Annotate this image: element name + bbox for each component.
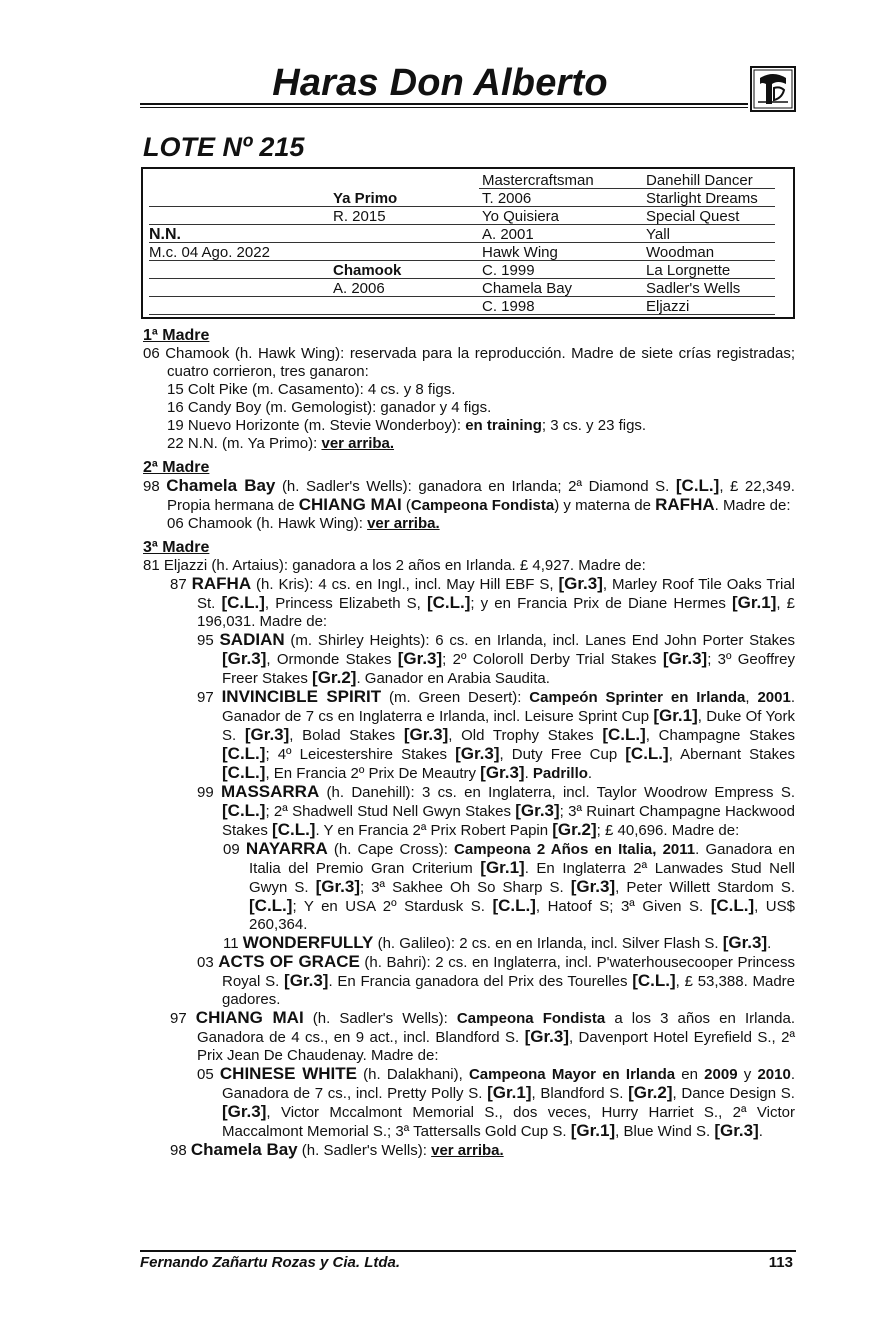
offspring-line: 22 N.N. (m. Ya Primo): ver arriba. bbox=[167, 435, 395, 452]
ped-gen3: Mastercraftsman bbox=[482, 172, 594, 189]
ped-sire-info: R. 2015 bbox=[333, 208, 386, 225]
ped-gen3: Hawk Wing bbox=[482, 244, 558, 261]
third-dam-entry: 81 Eljazzi (h. Artaius): ganadora a los 2 años en Irlanda. £ 4,927. Madre de: bbox=[143, 557, 646, 574]
ped-gen4: La Lorgnette bbox=[646, 262, 731, 279]
page-number: 113 bbox=[768, 1254, 793, 1271]
second-dam-entry: 98 Chamela Bay (h. Sadler's Wells): ganadora en Irlanda; 2ª Diamond S. [C.L.], £ 22,349. Propia hermana de CHIANG MAI (Campeona Fondista) y materna de RAFHA. Madre de: bbox=[143, 476, 795, 514]
ver-arriba-link: ver arriba. bbox=[367, 515, 440, 532]
ped-gen3: A. 2001 bbox=[482, 226, 534, 243]
wonderfully-entry: 11 WONDERFULLY (h. Galileo): 2 cs. en en Irlanda, incl. Silver Flash S. [Gr.3]. bbox=[223, 933, 772, 952]
rafha-entry: 87 RAFHA (h. Kris): 4 cs. en Ingl., incl. May Hill EBF S, [Gr.3], Marley Roof Tile Oaks Trial St. [C.L.], Princess Elizabeth S, [C.L.]; y en Francia Prix de Diane Hermes [Gr.1], £ 196,031. Madre de: bbox=[170, 574, 795, 630]
ped-gen4: Danehill Dancer bbox=[646, 172, 753, 189]
offspring-line: 06 Chamook (h. Hawk Wing): ver arriba. bbox=[167, 515, 440, 532]
first-dam-heading: 1ª Madre bbox=[143, 327, 210, 344]
chiang-mai-entry: 97 CHIANG MAI (h. Sadler's Wells): Campeona Fondista a los 3 años en Irlanda. Ganadora de 4 cs., en 9 act., incl. Blandford S. [Gr.3], Davenport Hotel Eyrefield S., 2ª Prix Jean De Chaudenay. Madre de: bbox=[170, 1008, 795, 1064]
third-dam-heading: 3ª Madre bbox=[143, 539, 210, 556]
massarra-entry: 99 MASSARRA (h. Danehill): 3 cs. en Inglaterra, incl. Taylor Woodrow Empress S. [C.L.]; 2ª Shadwell Stud Nell Gwyn Stakes [Gr.3]; 3ª Ruinart Champagne Hackwood Stakes [C.L.]. Y en Francia 2ª Prix Robert Papin [Gr.2]; £ 40,696. Madre de: bbox=[197, 782, 796, 839]
ped-gen4: Starlight Dreams bbox=[646, 190, 758, 207]
offspring-line: 16 Candy Boy (m. Gemologist): ganador y 4 figs. bbox=[167, 399, 492, 416]
ped-gen4: Woodman bbox=[646, 244, 715, 261]
chamela-bay-entry: 98 Chamela Bay (h. Sadler's Wells): ver arriba. bbox=[170, 1140, 504, 1159]
ped-gen3: C. 1998 bbox=[482, 298, 535, 315]
offspring-line: 19 Nuevo Horizonte (m. Stevie Wonderboy): en training; 3 cs. y 23 figs. bbox=[167, 417, 647, 434]
first-dam-entry: 06 Chamook (h. Hawk Wing): reservada para la reproducción. Madre de siete crías registradas; cuatro corrieron, tres ganaron: bbox=[143, 345, 795, 380]
footer-rule bbox=[140, 1250, 796, 1252]
lot-title: LOTE Nº 215 bbox=[143, 132, 305, 162]
ped-sire: Ya Primo bbox=[333, 190, 398, 207]
ped-foal-name: N.N. bbox=[149, 226, 181, 243]
ped-gen4: Yall bbox=[646, 226, 670, 243]
ver-arriba-link: ver arriba. bbox=[431, 1142, 504, 1159]
ped-gen3: Chamela Bay bbox=[482, 280, 573, 297]
ped-gen3: Yo Quisiera bbox=[482, 208, 559, 225]
page-title: Haras Don Alberto bbox=[272, 62, 608, 104]
header-rule-thin bbox=[140, 107, 748, 108]
ped-gen4: Eljazzi bbox=[646, 298, 690, 315]
haras-logo-icon bbox=[750, 66, 796, 112]
ped-dam: Chamook bbox=[333, 262, 402, 279]
nayarra-entry: 09 NAYARRA (h. Cape Cross): Campeona 2 Años en Italia, 2011. Ganadora en Italia del Premio Gran Criterium [Gr.1]. En Inglaterra 2ª Lanwades Stud Nell Gwyn S. [Gr.3]; 3ª Sakhee Oh So Sharp S. [Gr.3], Peter Willett Stardom S. [C.L.]; Y en USA 2º Stardusk S. [C.L.], Hatoof S; 3ª Given S. [C.L.], US$ 260,364. bbox=[223, 839, 796, 933]
ped-foal-birth: M.c. 04 Ago. 2022 bbox=[149, 244, 270, 261]
ver-arriba-link: ver arriba. bbox=[321, 435, 395, 452]
chinese-white-entry: 05 CHINESE WHITE (h. Dalakhani), Campeona Mayor en Irlanda en 2009 y 2010. Ganadora de 7 cs., incl. Pretty Polly S. [Gr.1], Blandford S. [Gr.2], Dance Design S. [Gr.3], Victor Mccalmont Memorial S., dos veces, Hurry Harriet S., 2ª Victor Maccalmont Memorial S.; 3ª Tattersalls Gold Cup S. [Gr.1], Blue Wind S. [Gr.3]. bbox=[197, 1064, 795, 1140]
ped-gen4: Special Quest bbox=[646, 208, 740, 225]
header-rule bbox=[140, 103, 748, 105]
invincible-spirit-entry: 97 INVINCIBLE SPIRIT (m. Green Desert): Campeón Sprinter en Irlanda, 2001. Ganador de 7 cs en Inglaterra e Irlanda, incl. Leisure Sprint Cup [Gr.1], Duke Of York S. [Gr.3], Bolad Stakes [Gr.3], Old Trophy Stakes [C.L.], Champagne Stakes [C.L.]; 4º Leicestershire Stakes [Gr.3], Duty Free Cup [C.L.], Abernant Stakes [C.L.], En Francia 2º Prix De Meautry [Gr.3]. Padrillo. bbox=[197, 687, 795, 782]
ped-gen4: Sadler's Wells bbox=[646, 280, 741, 297]
ped-gen3: T. 2006 bbox=[482, 190, 532, 207]
footer-company: Fernando Zañartu Rozas y Cia. Ltda. bbox=[140, 1254, 401, 1271]
ped-dam-info: A. 2006 bbox=[333, 280, 385, 297]
second-dam-heading: 2ª Madre bbox=[143, 459, 210, 476]
offspring-line: 15 Colt Pike (m. Casamento): 4 cs. y 8 figs. bbox=[167, 381, 456, 398]
ped-gen3: C. 1999 bbox=[482, 262, 535, 279]
sadian-entry: 95 SADIAN (m. Shirley Heights): 6 cs. en Irlanda, incl. Lanes End John Porter Stakes [Gr.3], Ormonde Stakes [Gr.3]; 2º Coloroll Derby Trial Stakes [Gr.3]; 3º Geoffrey Freer Stakes [Gr.2]. Ganador en Arabia Saudita. bbox=[197, 630, 795, 687]
pedigree-table bbox=[141, 167, 795, 319]
acts-of-grace-entry: 03 ACTS OF GRACE (h. Bahri): 2 cs. en Inglaterra, incl. P'waterhousecooper Princess Royal S. [Gr.3]. En Francia ganadora del Prix des Tourelles [C.L.], £ 53,388. Madre gadores. bbox=[197, 952, 796, 1008]
lot-description bbox=[143, 326, 795, 1160]
